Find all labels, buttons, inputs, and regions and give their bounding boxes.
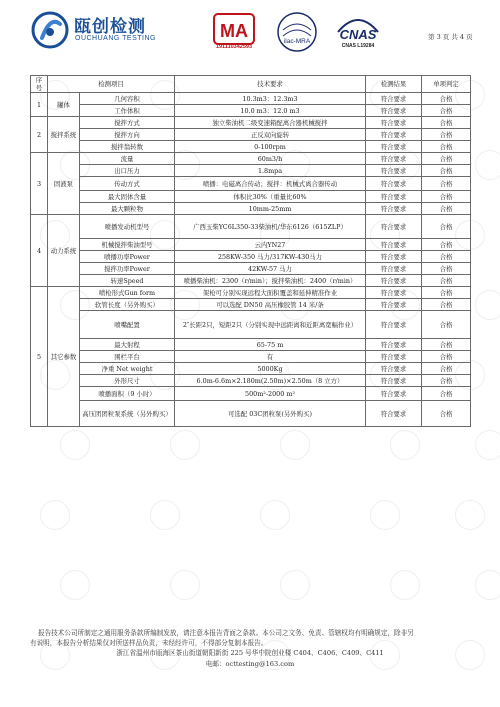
cell-judgement: 合格: [422, 105, 471, 117]
cell-item: 喷播功率Power: [80, 251, 175, 263]
table-row: [31, 251, 471, 263]
cell-requirement: 5000Kg: [175, 363, 366, 375]
watermark-logo-icon: [370, 500, 400, 530]
cell-item: 最大射程: [80, 339, 175, 351]
group-name: 动力系统: [48, 215, 80, 287]
cell-result: 符合要求: [366, 299, 422, 311]
logo-chinese-name: 瓯创检测: [74, 17, 146, 37]
group-seq: 1: [31, 93, 48, 117]
cell-item: 搅拌方式: [80, 117, 175, 129]
cell-judgement: 合格: [422, 339, 471, 351]
watermark-logo-icon: [60, 430, 90, 460]
cell-item: 出口压力: [80, 165, 175, 177]
cell-item: 搅拌功率Power: [80, 263, 175, 275]
report-footer: [30, 628, 470, 669]
table-row: [31, 203, 471, 215]
table-row: [31, 239, 471, 251]
cell-judgement: 合格: [422, 153, 471, 165]
watermark-logo-icon: [280, 430, 310, 460]
cell-judgement: 合格: [422, 287, 471, 299]
header-judgement: 单项判定: [422, 76, 471, 93]
cell-requirement: 6.0m-6.6m×2.180m(2.50m)×2.50m（8 立方）: [175, 375, 366, 387]
cell-result: 符合要求: [366, 117, 422, 129]
cell-result: 符合要求: [366, 129, 422, 141]
cell-requirement: 体积比30%（重量比60%: [175, 191, 366, 203]
cell-requirement: 258KW-350 马力/317KW-430马力: [175, 251, 366, 263]
watermark-logo-icon: [280, 570, 310, 600]
cell-result: 符合要求: [366, 275, 422, 287]
cell-item: 搅拌方向: [80, 129, 175, 141]
ilac-mra-seal-icon: [273, 10, 321, 54]
cell-item: 软管长度（另外购买）: [80, 299, 175, 311]
table-row: [31, 299, 471, 311]
cell-result: 符合要求: [366, 287, 422, 299]
cell-result: 符合要求: [366, 387, 422, 401]
cell-item: 几何容积: [80, 93, 175, 105]
cell-judgement: 合格: [422, 375, 471, 387]
cell-requirement: 喷播柴油机：2300（r/min）；搅拌柴油机：2400（r/min）: [175, 275, 366, 287]
cell-item: 喷嘴配置: [80, 311, 175, 339]
cell-item: 流量: [80, 153, 175, 165]
cell-item: 喷播面积（9 小时）: [80, 387, 175, 401]
watermark-logo-icon: [60, 570, 90, 600]
cell-requirement: 有: [175, 351, 366, 363]
table-row: [31, 401, 471, 427]
cell-requirement: 500m²-2000 m²: [175, 387, 366, 401]
cell-result: 符合要求: [366, 191, 422, 203]
table-row: [31, 287, 471, 299]
cell-requirement: 独立柴油机二级变速箱配离合器机械搅拌: [175, 117, 366, 129]
cell-item: 机械搅拌柴油型号: [80, 239, 175, 251]
cell-judgement: 合格: [422, 165, 471, 177]
company-logo-icon: [30, 10, 70, 50]
table-row: [31, 275, 471, 287]
group-name: 固液泵: [48, 153, 80, 215]
table-row: [31, 311, 471, 339]
cell-result: 符合要求: [366, 263, 422, 275]
table-row: [31, 387, 471, 401]
watermark-logo-icon: [475, 430, 500, 460]
header-item: 检测项目: [48, 76, 175, 93]
cell-item: 最大固体含量: [80, 191, 175, 203]
watermark-logo-icon: [390, 430, 420, 460]
cell-requirement: 65-75 m: [175, 339, 366, 351]
footer-terms-line2: 有说明，本报告分析结果仅对所送样品负责，未经经许可，不得部分复制本报告。: [30, 639, 268, 648]
cell-requirement: 10.0 m3：12.0 m3: [175, 105, 366, 117]
cell-result: 符合要求: [366, 141, 422, 153]
cell-result: 符合要求: [366, 177, 422, 191]
cnas-number: CNAS L19284: [341, 43, 375, 49]
cell-requirement: 架枪可分别实现远程大面积覆盖和延伸精准作业: [175, 287, 366, 299]
cell-item: 传动方式: [80, 177, 175, 191]
cell-result: 符合要求: [366, 311, 422, 339]
table-row: [31, 129, 471, 141]
header-result: 检测结果: [366, 76, 422, 93]
footer-terms-line1: 报告技术公司所制定之通用服务条款所编制发放，请注意本报告背面之条款。本公司之文务、免责、管辖权均有明确规定，除非另: [38, 629, 414, 637]
cell-result: 符合要求: [366, 105, 422, 117]
cell-result: 符合要求: [366, 375, 422, 387]
cell-judgement: 合格: [422, 117, 471, 129]
cell-result: 符合要求: [366, 239, 422, 251]
cell-item: 高压团团粒泵系统（另外购买）: [80, 401, 175, 427]
watermark-logo-icon: [475, 290, 500, 320]
cell-requirement: 60m3/h: [175, 153, 366, 165]
cell-judgement: 合格: [422, 93, 471, 105]
cell-judgement: 合格: [422, 191, 471, 203]
cell-item: 喷枪形式Gun form: [80, 287, 175, 299]
cell-judgement: 合格: [422, 177, 471, 191]
cell-item: 外形尺寸: [80, 375, 175, 387]
cell-judgement: 合格: [422, 251, 471, 263]
group-seq: 4: [31, 215, 48, 287]
cell-result: 符合要求: [366, 339, 422, 351]
table-row: [31, 153, 471, 165]
cell-judgement: 合格: [422, 299, 471, 311]
table-row: [31, 263, 471, 275]
cell-result: 符合要求: [366, 153, 422, 165]
cnas-seal-text: CNAS: [339, 27, 377, 42]
table-row: [31, 93, 471, 105]
cell-item: 搅拌翁转数: [80, 141, 175, 153]
cell-requirement: 42KW-57 马力: [175, 263, 366, 275]
cell-result: 符合要求: [366, 351, 422, 363]
table-row: [31, 165, 471, 177]
cell-requirement: 10.3m3：12.3m3: [175, 93, 366, 105]
cell-judgement: 合格: [422, 263, 471, 275]
ilac-seal-text: ilac-MRA: [283, 38, 311, 45]
table-row: [31, 375, 471, 387]
cell-judgement: 合格: [422, 141, 471, 153]
ma-number: 191110342593: [215, 44, 253, 50]
cell-judgement: 合格: [422, 363, 471, 375]
cell-result: 符合要求: [366, 165, 422, 177]
cell-requirement: 可选配 03C团粒泵(另外购买): [175, 401, 366, 427]
watermark-logo-icon: [455, 500, 485, 530]
cell-judgement: 合格: [422, 129, 471, 141]
table-row: [31, 141, 471, 153]
ma-seal-text: MA: [220, 21, 248, 41]
cell-requirement: 正反双向旋转: [175, 129, 366, 141]
report-header: [0, 0, 500, 65]
cell-requirement: 云内YN27: [175, 239, 366, 251]
cell-result: 符合要求: [366, 251, 422, 263]
watermark-logo-icon: [150, 500, 180, 530]
cell-item: 喷播发动机型号: [80, 215, 175, 239]
watermark-logo-icon: [40, 500, 70, 530]
cell-judgement: 合格: [422, 275, 471, 287]
group-name: 搅拌系统: [48, 117, 80, 153]
table-row: [31, 215, 471, 239]
watermark-logo-icon: [475, 570, 500, 600]
header-requirement: 技术要求: [175, 76, 366, 93]
group-seq: 3: [31, 153, 48, 215]
logo-english-name: OUCHUANG TESTING: [75, 35, 156, 42]
cell-item: 围栏平台: [80, 351, 175, 363]
cell-requirement: 1.8mpa: [175, 165, 366, 177]
cell-result: 符合要求: [366, 401, 422, 427]
cell-judgement: 合格: [422, 203, 471, 215]
cell-judgement: 合格: [422, 215, 471, 239]
cell-judgement: 合格: [422, 239, 471, 251]
group-seq: 5: [31, 287, 48, 427]
cell-item: 最大颗粒物: [80, 203, 175, 215]
table-row: [31, 363, 471, 375]
test-results-table: [30, 75, 471, 427]
footer-address: 浙江省温州市瓯海区茶山街道朝阳新街 225 号华中院创业楼 C404、C406、C409、C411: [116, 649, 384, 658]
cell-item: 转速Speed: [80, 275, 175, 287]
cell-judgement: 合格: [422, 351, 471, 363]
table-row: [31, 339, 471, 351]
cell-requirement: 可以选配 DN50 高压橡胶管 14 米/条: [175, 299, 366, 311]
table-row: [31, 117, 471, 129]
cell-item: 净重 Net weight: [80, 363, 175, 375]
cell-judgement: 合格: [422, 311, 471, 339]
table-row: [31, 105, 471, 117]
table-body: [31, 93, 471, 427]
table-header-row: [31, 76, 471, 93]
group-name: 其它参数: [48, 287, 80, 427]
cell-requirement: 喷播：电磁离合传动；搅拌：机械式离合器传动: [175, 177, 366, 191]
page-number: 第 3 页 共 4 页: [428, 33, 473, 41]
watermark-logo-icon: [170, 570, 200, 600]
cell-requirement: 0-100rpm: [175, 141, 366, 153]
cell-judgement: 合格: [422, 387, 471, 401]
header-seq: 序号: [31, 76, 48, 93]
table-row: [31, 351, 471, 363]
watermark-logo-icon: [170, 430, 200, 460]
cell-result: 符合要求: [366, 93, 422, 105]
table-row: [31, 191, 471, 203]
cell-result: 符合要求: [366, 203, 422, 215]
watermark-logo-icon: [390, 570, 420, 600]
group-seq: 2: [31, 117, 48, 153]
cell-requirement: 2″长距2只，短距2只（分别实现中远距离和近距离宽幅作业）: [175, 311, 366, 339]
group-name: 罐体: [48, 93, 80, 117]
cell-judgement: 合格: [422, 401, 471, 427]
cell-result: 符合要求: [366, 215, 422, 239]
watermark-logo-icon: [260, 500, 290, 530]
cell-requirement: 10mm-25mm: [175, 203, 366, 215]
footer-email: 电邮：octtesting@163.com: [205, 659, 295, 668]
cell-requirement: 广西玉柴YC6L350-33柴油机/华东6126（615ZLP）: [175, 215, 366, 239]
table-row: [31, 177, 471, 191]
cell-item: 工作体积: [80, 105, 175, 117]
cell-result: 符合要求: [366, 363, 422, 375]
watermark-logo-icon: [475, 150, 500, 180]
